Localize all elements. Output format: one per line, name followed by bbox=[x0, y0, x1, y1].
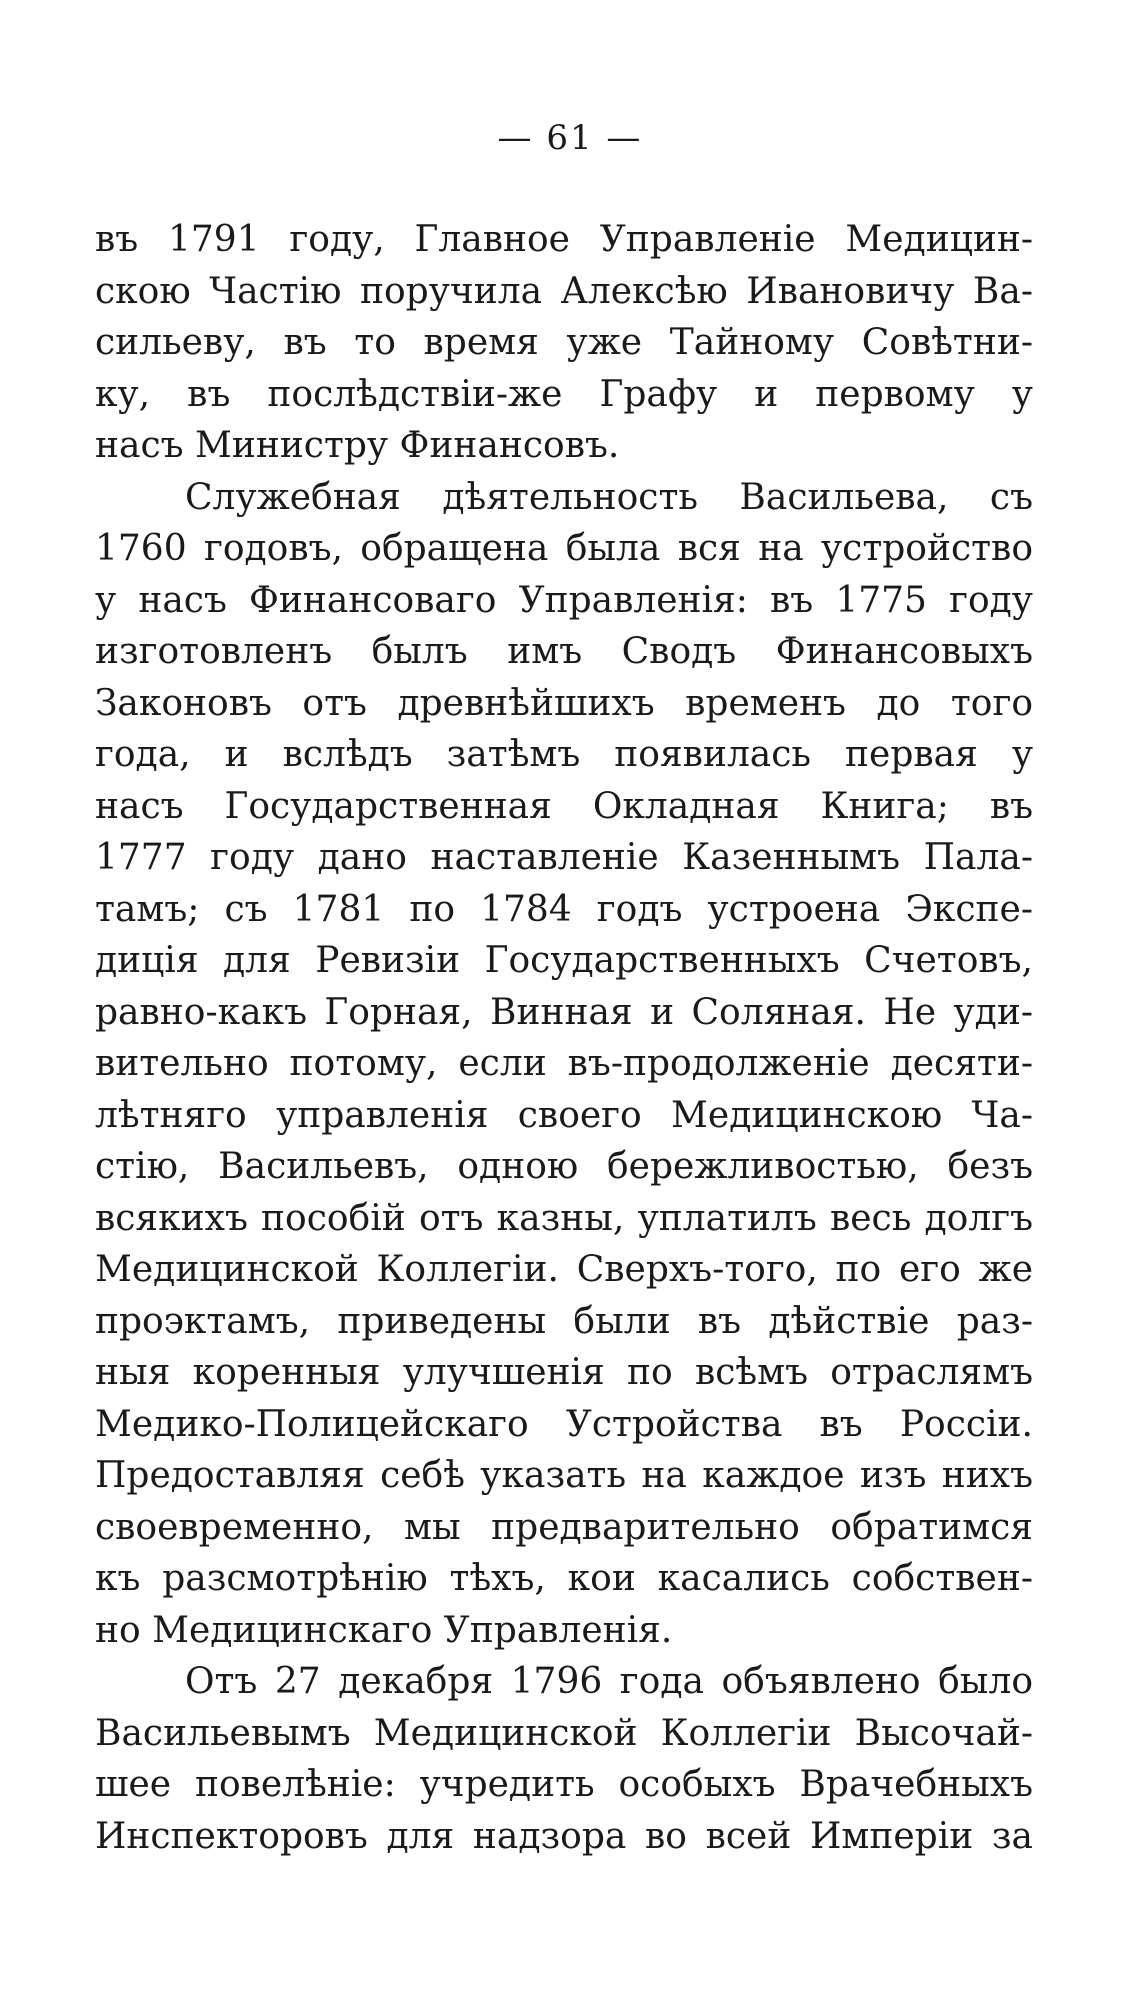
text-line: всякихъ пособій отъ казны, уплатилъ весь долгъ bbox=[95, 1197, 1033, 1239]
text-line: проэктамъ, приведены были въ дѣйствіе раз- bbox=[95, 1300, 1033, 1342]
text-line: ку, въ послѣдствіи-же Графу и первому у bbox=[95, 373, 1033, 415]
text-line: тамъ; съ 1781 по 1784 годъ устроена Экспе- bbox=[95, 888, 1033, 930]
text-line: года, и вслѣдъ затѣмъ появилась первая у bbox=[95, 734, 1033, 775]
text-line: но Медицинскаго Управленія. bbox=[95, 1609, 673, 1651]
text-line: Васильевымъ Медицинской Коллегіи Высочай- bbox=[95, 1712, 1033, 1754]
text-line: въ 1791 году, Главное Управленіе Медицин- bbox=[95, 219, 1033, 260]
text-line: къ разсмотрѣнію тѣхъ, кои касались собствен- bbox=[95, 1558, 1033, 1599]
text-line: своевременно, мы предварительно обратимся bbox=[95, 1506, 1033, 1548]
text-line: Медицинской Коллегіи. Сверхъ-того, по его же bbox=[95, 1249, 1033, 1290]
text-line: 1760 годовъ, обращена была вся на устройство bbox=[95, 528, 1033, 569]
text-line: сильеву, въ то время уже Тайному Совѣтни- bbox=[95, 322, 1033, 363]
text-line: Отъ 27 декабря 1796 года объявлено было bbox=[185, 1661, 1033, 1702]
text-line: ныя коренныя улучшенія по всѣмъ отраслямъ bbox=[95, 1352, 1033, 1393]
text-line: 1777 году дано наставленіе Казеннымъ Пала- bbox=[95, 837, 1033, 878]
text-line: Предоставляя себѣ указать на каждое изъ нихъ bbox=[95, 1455, 1033, 1496]
text-line: насъ Государственная Окладная Книга; въ bbox=[95, 785, 1033, 827]
text-line: у насъ Финансоваго Управленія: въ 1775 году bbox=[95, 579, 1033, 621]
text-line: лѣтняго управленія своего Медицинскою Ча- bbox=[95, 1094, 1033, 1136]
text-line: диція для Ревизіи Государственныхъ Счетовъ, bbox=[95, 940, 1033, 981]
body-text bbox=[95, 214, 1033, 1862]
text-line: насъ Министру Финансовъ. bbox=[95, 425, 620, 466]
text-line: равно-какъ Горная, Винная и Соляная. Не уди- bbox=[95, 991, 1033, 1033]
page-number: — 61 — bbox=[497, 118, 643, 158]
text-line: Медико-Полицейскаго Устройства въ Россіи. bbox=[95, 1403, 1033, 1445]
text-line: изготовленъ былъ имъ Сводъ Финансовыхъ bbox=[95, 631, 1033, 672]
text-line: вительно потому, если въ-продолженіе десяти- bbox=[95, 1043, 1033, 1084]
text-line: стію, Васильевъ, одною бережливостью, безъ bbox=[95, 1146, 1033, 1187]
text-line: Служебная дѣятельность Васильева, съ bbox=[185, 476, 1033, 518]
text-line: Законовъ отъ древнѣйшихъ временъ до того bbox=[95, 682, 1033, 724]
text-line: шее повелѣніе: учредить особыхъ Врачебныхъ bbox=[95, 1764, 1033, 1805]
text-line: скою Частію поручила Алексѣю Ивановичу Ва- bbox=[95, 270, 1033, 312]
text-line: Инспекторовъ для надзора во всей Имперіи за bbox=[95, 1815, 1033, 1857]
